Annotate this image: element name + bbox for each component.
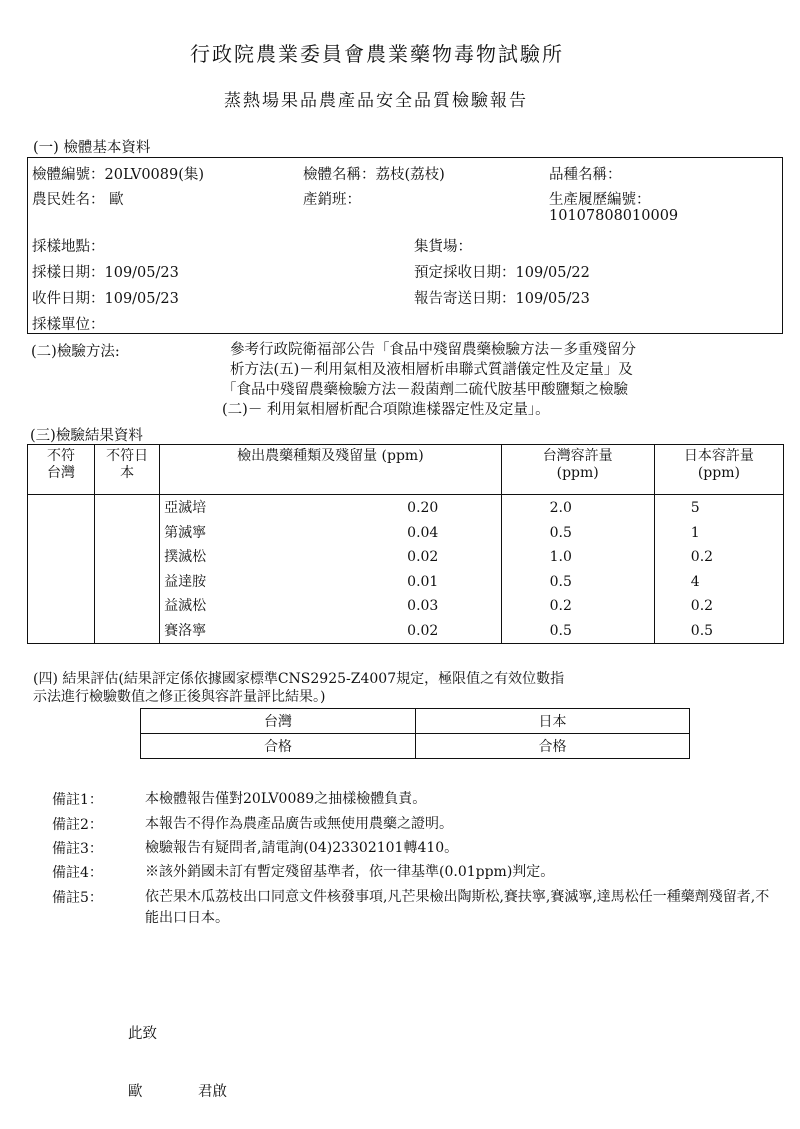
sample-no: 檢體編號：20LV0089(集) — [32, 167, 205, 183]
section1-title: (一) 檢體基本資料 — [33, 140, 151, 156]
tw-limit-cell — [501, 495, 654, 644]
tw-limit-value: 0.2 — [549, 598, 572, 614]
note-label: 備註3： — [52, 841, 103, 857]
header-pesticide: 檢出農藥種類及殘留量 (ppm) — [160, 445, 501, 495]
pesticide-name: 亞滅培 — [164, 500, 207, 516]
evaluation-table — [140, 708, 690, 759]
eval-line-1: (四) 結果評估(結果評定係依據國家標準CNS2925-Z4007規定，極限值之有效位數指 — [33, 671, 565, 687]
jp-limit-cell — [654, 495, 783, 644]
harvest-date: 預定採收日期：109/05/22 — [414, 265, 590, 281]
org-title: 行政院農業委員會農業藥物毒物試驗所 — [190, 42, 564, 66]
note-text: 依芒果木瓜荔枝出口同意文件核發事項,凡芒果檢出陶斯松,賽扶寧,賽滅寧,達馬松任一種藥劑殘留者,不能出口日本。 — [145, 889, 770, 926]
method-line-4: (二)－ 利用氣相層析配合項隙進樣器定性及定量」。 — [222, 402, 550, 418]
residue-value: 0.04 — [407, 524, 439, 541]
receive-date: 收件日期：109/05/23 — [32, 291, 179, 307]
pesticide-cell — [160, 495, 501, 644]
section3-title: (三)檢驗結果資料 — [30, 428, 143, 444]
trace-number: 10107808010009 — [549, 208, 679, 224]
pesticide-row — [160, 521, 500, 546]
variety: 品種名稱： — [549, 167, 622, 183]
market: 集貨場： — [414, 239, 472, 255]
jp-limit-value: 4 — [690, 573, 700, 590]
header-jp-limit: 日本容許量 (ppm) — [654, 445, 783, 495]
jp-fail-cell — [95, 495, 160, 644]
tw-limit-value: 0.5 — [549, 622, 572, 639]
note-text: 檢驗報告有疑問者,請電詢(04)23302101轉410。 — [145, 840, 459, 856]
eval-jp-label: 日本 — [416, 709, 690, 734]
eval-tw-label: 台灣 — [141, 709, 416, 734]
note-label: 備註2： — [52, 817, 103, 833]
pesticide-row — [160, 570, 500, 595]
closing-recipient: 歐 — [128, 1084, 143, 1100]
report-date: 報告寄送日期：109/05/23 — [414, 291, 590, 307]
tw-fail-cell — [28, 495, 95, 644]
tw-limit-value: 1.0 — [549, 549, 572, 565]
farmer-name: 農民姓名： 歐 — [32, 192, 124, 208]
method-line-2: 析方法(五)－利用氣相及液相層析串聯式質譜儀定性及定量」及 — [230, 362, 633, 378]
sample-date: 採樣日期：109/05/23 — [32, 265, 179, 281]
note-label: 備註4： — [52, 865, 103, 881]
jp-limit-value: 1 — [690, 524, 700, 541]
tw-limit-value: 0.5 — [549, 524, 572, 541]
pesticide-name: 第滅寧 — [164, 524, 207, 541]
tw-limit-value: 2.0 — [549, 500, 572, 516]
method-line-3: 「食品中殘留農藥檢驗方法－殺菌劑二硫代胺基甲酸鹽類之檢驗 — [222, 382, 628, 398]
eval-jp-result: 合格 — [416, 734, 690, 759]
pesticide-row — [160, 496, 500, 521]
closing-to: 此致 — [128, 1026, 157, 1042]
production-class: 產銷班： — [303, 192, 361, 208]
pesticide-row — [160, 594, 500, 619]
report-title: 蒸熱場果品農產品安全品質檢驗報告 — [224, 91, 528, 111]
note-text: 本報告不得作為農產品廣告或無使用農藥之證明。 — [145, 816, 453, 832]
residue-value: 0.20 — [407, 500, 439, 516]
pesticide-name: 撲滅松 — [164, 549, 207, 565]
sample-name: 檢體名稱：荔枝(荔枝) — [303, 167, 445, 183]
note-text: 本檢體報告僅對20LV0089之抽樣檢體負責。 — [145, 791, 427, 807]
sample-place: 採樣地點： — [32, 239, 105, 255]
jp-limit-value: 0.2 — [690, 549, 714, 565]
header-tw-fail: 不符台灣 — [28, 445, 95, 495]
jp-limit-value: 0.2 — [690, 598, 714, 614]
pesticide-row — [160, 619, 500, 644]
sample-unit: 採樣單位： — [32, 317, 105, 333]
residue-value: 0.02 — [407, 549, 439, 565]
eval-line-2: 示法進行檢驗數值之修正後與容許量評比結果。) — [33, 689, 326, 705]
results-table — [27, 444, 784, 644]
residue-value: 0.02 — [407, 622, 439, 639]
pesticide-row — [160, 545, 500, 570]
pesticide-name: 賽洛寧 — [164, 622, 207, 639]
note-text: ※該外銷國未訂有暫定殘留基準者，依一律基準(0.01ppm)判定。 — [145, 864, 555, 880]
eval-tw-result: 合格 — [141, 734, 416, 759]
note-label: 備註1： — [52, 792, 103, 808]
residue-value: 0.03 — [407, 598, 439, 614]
section2-title: (二)檢驗方法: — [31, 344, 120, 360]
closing-regards: 君啟 — [198, 1084, 227, 1100]
note-label: 備註5： — [52, 890, 103, 906]
residue-value: 0.01 — [407, 573, 439, 590]
header-jp-fail: 不符日本 — [95, 445, 160, 495]
method-line-1: 參考行政院衛福部公告「食品中殘留農藥檢驗方法－多重殘留分 — [230, 342, 636, 358]
jp-limit-value: 0.5 — [690, 622, 714, 639]
header-tw-limit: 台灣容許量 (ppm) — [501, 445, 654, 495]
pesticide-name: 益滅松 — [164, 598, 207, 614]
jp-limit-value: 5 — [690, 500, 700, 516]
trace-label: 生產履歷編號： — [549, 192, 651, 208]
pesticide-name: 益達胺 — [164, 573, 207, 590]
tw-limit-value: 0.5 — [549, 573, 572, 590]
